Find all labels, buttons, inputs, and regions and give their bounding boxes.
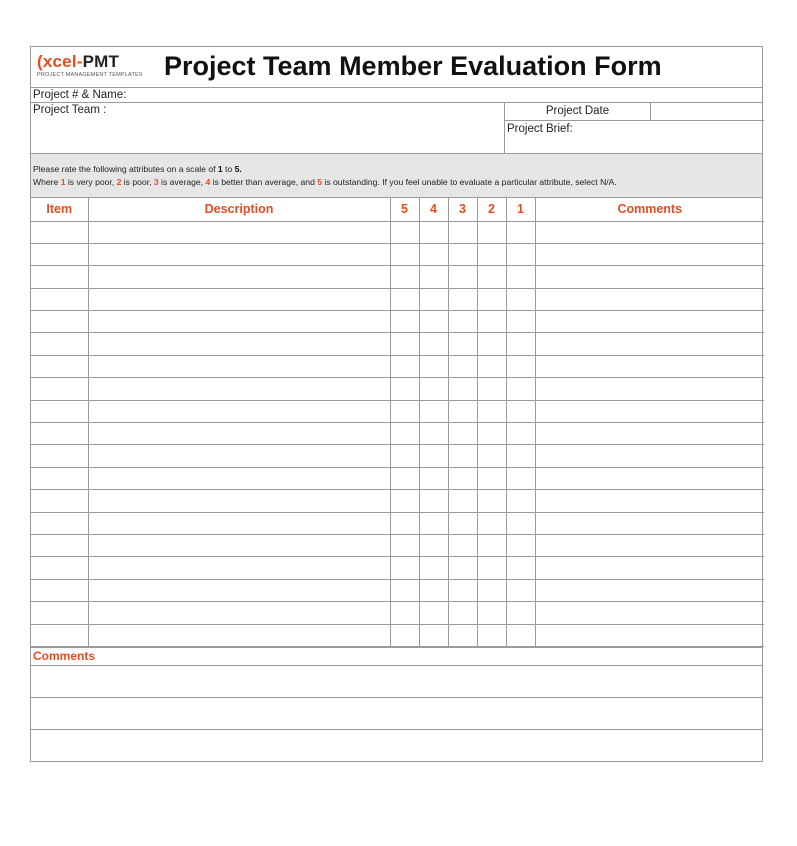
rating-3-cell[interactable] bbox=[448, 378, 477, 400]
rating-1-cell[interactable] bbox=[506, 534, 535, 556]
rating-4-cell[interactable] bbox=[419, 288, 448, 310]
rating-5-cell[interactable] bbox=[390, 400, 419, 422]
table-row bbox=[31, 333, 764, 355]
description-cell[interactable] bbox=[88, 557, 390, 579]
rating-5-cell[interactable] bbox=[390, 445, 419, 467]
description-cell[interactable] bbox=[88, 512, 390, 534]
evaluation-table bbox=[31, 198, 764, 647]
item-cell[interactable] bbox=[31, 579, 88, 601]
rating-4-cell[interactable] bbox=[419, 266, 448, 288]
instructions-line-1: Please rate the following attributes on a scale of 1 to 5. bbox=[33, 164, 242, 174]
logo-pmt: PMT bbox=[82, 52, 120, 71]
rating-1-cell[interactable] bbox=[506, 400, 535, 422]
rating-instructions bbox=[31, 154, 762, 198]
rating-3-cell[interactable] bbox=[448, 423, 477, 445]
rating-3-cell[interactable] bbox=[448, 400, 477, 422]
page-title: Project Team Member Evaluation Form bbox=[164, 51, 662, 81]
description-cell[interactable] bbox=[88, 288, 390, 310]
rating-3-cell[interactable] bbox=[448, 557, 477, 579]
comments-cell[interactable] bbox=[535, 512, 764, 534]
table-row bbox=[31, 602, 764, 624]
comments-cell[interactable] bbox=[535, 602, 764, 624]
table-body bbox=[31, 221, 764, 646]
comments-cell[interactable] bbox=[535, 355, 764, 377]
rating-5-cell[interactable] bbox=[390, 266, 419, 288]
rating-4-cell[interactable] bbox=[419, 355, 448, 377]
header-rating-3: 3 bbox=[448, 198, 477, 221]
comments-cell[interactable] bbox=[535, 400, 764, 422]
rating-3-cell[interactable] bbox=[448, 624, 477, 646]
logo bbox=[37, 53, 155, 83]
item-cell[interactable] bbox=[31, 221, 88, 243]
rating-2-cell[interactable] bbox=[477, 602, 506, 624]
table-row bbox=[31, 243, 764, 265]
project-meta bbox=[504, 103, 764, 153]
item-cell[interactable] bbox=[31, 512, 88, 534]
comments-cell[interactable] bbox=[535, 311, 764, 333]
description-cell[interactable] bbox=[88, 579, 390, 601]
header-rating-1: 1 bbox=[506, 198, 535, 221]
rating-4-cell[interactable] bbox=[419, 467, 448, 489]
rating-1-cell[interactable] bbox=[506, 512, 535, 534]
table-row bbox=[31, 557, 764, 579]
description-cell[interactable] bbox=[88, 378, 390, 400]
item-cell[interactable] bbox=[31, 490, 88, 512]
rating-4-cell[interactable] bbox=[419, 221, 448, 243]
rating-4-cell[interactable] bbox=[419, 490, 448, 512]
item-cell[interactable] bbox=[31, 400, 88, 422]
header-item: Item bbox=[31, 198, 88, 221]
rating-5-cell[interactable] bbox=[390, 579, 419, 601]
rating-2-cell[interactable] bbox=[477, 467, 506, 489]
rating-5-cell[interactable] bbox=[390, 311, 419, 333]
table-row bbox=[31, 579, 764, 601]
table-row bbox=[31, 512, 764, 534]
project-team-field[interactable]: Project Team : bbox=[33, 104, 107, 116]
rating-4-cell[interactable] bbox=[419, 624, 448, 646]
item-cell[interactable] bbox=[31, 378, 88, 400]
rating-4-cell[interactable] bbox=[419, 602, 448, 624]
rating-3-cell[interactable] bbox=[448, 266, 477, 288]
rating-4-cell[interactable] bbox=[419, 445, 448, 467]
comments-cell[interactable] bbox=[535, 423, 764, 445]
comments-cell[interactable] bbox=[535, 490, 764, 512]
rating-1-cell[interactable] bbox=[506, 467, 535, 489]
rating-2-cell[interactable] bbox=[477, 355, 506, 377]
rating-3-cell[interactable] bbox=[448, 579, 477, 601]
table-row bbox=[31, 467, 764, 489]
comments-cell[interactable] bbox=[535, 288, 764, 310]
description-cell[interactable] bbox=[88, 221, 390, 243]
comments-cell[interactable] bbox=[535, 378, 764, 400]
rating-4-cell[interactable] bbox=[419, 400, 448, 422]
header-rating-4: 4 bbox=[419, 198, 448, 221]
rating-2-cell[interactable] bbox=[477, 534, 506, 556]
rating-1-cell[interactable] bbox=[506, 243, 535, 265]
rating-2-cell[interactable] bbox=[477, 333, 506, 355]
logo-mark: ( bbox=[37, 52, 43, 71]
rating-3-cell[interactable] bbox=[448, 445, 477, 467]
comments-cell[interactable] bbox=[535, 557, 764, 579]
rating-4-cell[interactable] bbox=[419, 311, 448, 333]
description-cell[interactable] bbox=[88, 311, 390, 333]
rating-4-cell[interactable] bbox=[419, 378, 448, 400]
rating-5-cell[interactable] bbox=[390, 288, 419, 310]
table-row bbox=[31, 311, 764, 333]
comment-line[interactable] bbox=[31, 666, 762, 698]
rating-3-cell[interactable] bbox=[448, 333, 477, 355]
comments-cell[interactable] bbox=[535, 624, 764, 646]
item-cell[interactable] bbox=[31, 557, 88, 579]
rating-3-cell[interactable] bbox=[448, 355, 477, 377]
rating-5-cell[interactable] bbox=[390, 602, 419, 624]
table-row bbox=[31, 445, 764, 467]
rating-5-cell[interactable] bbox=[390, 557, 419, 579]
project-brief-field[interactable]: Project Brief: bbox=[507, 123, 573, 135]
comments-cell[interactable] bbox=[535, 534, 764, 556]
comments-cell[interactable] bbox=[535, 579, 764, 601]
rating-1-cell[interactable] bbox=[506, 490, 535, 512]
rating-3-cell[interactable] bbox=[448, 467, 477, 489]
rating-2-cell[interactable] bbox=[477, 266, 506, 288]
rating-1-cell[interactable] bbox=[506, 423, 535, 445]
rating-1-cell[interactable] bbox=[506, 579, 535, 601]
description-cell[interactable] bbox=[88, 355, 390, 377]
item-cell[interactable] bbox=[31, 266, 88, 288]
rating-5-cell[interactable] bbox=[390, 333, 419, 355]
table-header-row bbox=[31, 198, 764, 221]
table-row bbox=[31, 378, 764, 400]
project-info-block bbox=[31, 103, 762, 154]
project-date-input[interactable] bbox=[650, 103, 765, 120]
rating-5-cell[interactable] bbox=[390, 624, 419, 646]
item-cell[interactable] bbox=[31, 243, 88, 265]
item-cell[interactable] bbox=[31, 423, 88, 445]
rating-3-cell[interactable] bbox=[448, 311, 477, 333]
rating-1-cell[interactable] bbox=[506, 221, 535, 243]
item-cell[interactable] bbox=[31, 534, 88, 556]
item-cell[interactable] bbox=[31, 355, 88, 377]
rating-5-cell[interactable] bbox=[390, 534, 419, 556]
rating-1-cell[interactable] bbox=[506, 445, 535, 467]
description-cell[interactable] bbox=[88, 490, 390, 512]
table-row bbox=[31, 490, 764, 512]
rating-1-cell[interactable] bbox=[506, 288, 535, 310]
rating-2-cell[interactable] bbox=[477, 579, 506, 601]
rating-1-cell[interactable] bbox=[506, 333, 535, 355]
item-cell[interactable] bbox=[31, 624, 88, 646]
rating-2-cell[interactable] bbox=[477, 221, 506, 243]
rating-4-cell[interactable] bbox=[419, 423, 448, 445]
rating-4-cell[interactable] bbox=[419, 333, 448, 355]
rating-3-cell[interactable] bbox=[448, 243, 477, 265]
rating-2-cell[interactable] bbox=[477, 288, 506, 310]
rating-5-cell[interactable] bbox=[390, 378, 419, 400]
comments-cell[interactable] bbox=[535, 445, 764, 467]
description-cell[interactable] bbox=[88, 400, 390, 422]
rating-4-cell[interactable] bbox=[419, 512, 448, 534]
rating-4-cell[interactable] bbox=[419, 557, 448, 579]
table-row bbox=[31, 400, 764, 422]
description-cell[interactable] bbox=[88, 333, 390, 355]
description-cell[interactable] bbox=[88, 266, 390, 288]
description-cell[interactable] bbox=[88, 602, 390, 624]
table-row bbox=[31, 288, 764, 310]
rating-3-cell[interactable] bbox=[448, 512, 477, 534]
rating-4-cell[interactable] bbox=[419, 243, 448, 265]
header-rating-2: 2 bbox=[477, 198, 506, 221]
header-comments: Comments bbox=[535, 198, 764, 221]
rating-5-cell[interactable] bbox=[390, 355, 419, 377]
table-row bbox=[31, 355, 764, 377]
header-description: Description bbox=[88, 198, 390, 221]
form-header bbox=[31, 47, 762, 88]
rating-5-cell[interactable] bbox=[390, 467, 419, 489]
table-row bbox=[31, 221, 764, 243]
item-cell[interactable] bbox=[31, 602, 88, 624]
comment-line[interactable] bbox=[31, 730, 762, 761]
rating-1-cell[interactable] bbox=[506, 266, 535, 288]
comments-label: Comments bbox=[31, 647, 762, 666]
item-cell[interactable] bbox=[31, 467, 88, 489]
evaluation-form bbox=[30, 46, 763, 762]
rating-4-cell[interactable] bbox=[419, 534, 448, 556]
table-row bbox=[31, 266, 764, 288]
rating-1-cell[interactable] bbox=[506, 624, 535, 646]
description-cell[interactable] bbox=[88, 445, 390, 467]
item-cell[interactable] bbox=[31, 333, 88, 355]
project-date-row bbox=[505, 103, 764, 121]
description-cell[interactable] bbox=[88, 423, 390, 445]
rating-2-cell[interactable] bbox=[477, 311, 506, 333]
header-rating-5: 5 bbox=[390, 198, 419, 221]
rating-2-cell[interactable] bbox=[477, 624, 506, 646]
comments-cell[interactable] bbox=[535, 221, 764, 243]
rating-2-cell[interactable] bbox=[477, 512, 506, 534]
item-cell[interactable] bbox=[31, 445, 88, 467]
rating-1-cell[interactable] bbox=[506, 378, 535, 400]
comment-line[interactable] bbox=[31, 698, 762, 730]
rating-1-cell[interactable] bbox=[506, 355, 535, 377]
rating-1-cell[interactable] bbox=[506, 602, 535, 624]
rating-3-cell[interactable] bbox=[448, 602, 477, 624]
instructions-line-2: Where 1 is very poor, 2 is poor, 3 is average, 4 is better than average, and 5 is outstanding. If you feel unable to evaluate a particular attribute, select N/A. bbox=[33, 177, 617, 187]
rating-2-cell[interactable] bbox=[477, 400, 506, 422]
rating-2-cell[interactable] bbox=[477, 378, 506, 400]
description-cell[interactable] bbox=[88, 624, 390, 646]
rating-3-cell[interactable] bbox=[448, 490, 477, 512]
rating-5-cell[interactable] bbox=[390, 221, 419, 243]
item-cell[interactable] bbox=[31, 288, 88, 310]
description-cell[interactable] bbox=[88, 243, 390, 265]
rating-2-cell[interactable] bbox=[477, 445, 506, 467]
table-row bbox=[31, 534, 764, 556]
rating-1-cell[interactable] bbox=[506, 311, 535, 333]
rating-2-cell[interactable] bbox=[477, 490, 506, 512]
comments-area bbox=[31, 666, 762, 761]
rating-1-cell[interactable] bbox=[506, 557, 535, 579]
table-row bbox=[31, 423, 764, 445]
rating-5-cell[interactable] bbox=[390, 512, 419, 534]
project-date-label: Project Date bbox=[545, 105, 610, 117]
rating-5-cell[interactable] bbox=[390, 423, 419, 445]
rating-2-cell[interactable] bbox=[477, 243, 506, 265]
description-cell[interactable] bbox=[88, 534, 390, 556]
logo-tagline: PROJECT MANAGEMENT TEMPLATES bbox=[37, 72, 143, 78]
rating-2-cell[interactable] bbox=[477, 557, 506, 579]
rating-3-cell[interactable] bbox=[448, 534, 477, 556]
comments-cell[interactable] bbox=[535, 467, 764, 489]
rating-3-cell[interactable] bbox=[448, 288, 477, 310]
rating-2-cell[interactable] bbox=[477, 423, 506, 445]
table-row bbox=[31, 624, 764, 646]
rating-4-cell[interactable] bbox=[419, 579, 448, 601]
rating-5-cell[interactable] bbox=[390, 490, 419, 512]
project-name-field[interactable]: Project # & Name: bbox=[31, 88, 762, 103]
rating-5-cell[interactable] bbox=[390, 243, 419, 265]
description-cell[interactable] bbox=[88, 467, 390, 489]
item-cell[interactable] bbox=[31, 311, 88, 333]
comments-cell[interactable] bbox=[535, 266, 764, 288]
comments-cell[interactable] bbox=[535, 243, 764, 265]
comments-cell[interactable] bbox=[535, 333, 764, 355]
logo-text: xcel- bbox=[42, 52, 83, 71]
rating-3-cell[interactable] bbox=[448, 221, 477, 243]
